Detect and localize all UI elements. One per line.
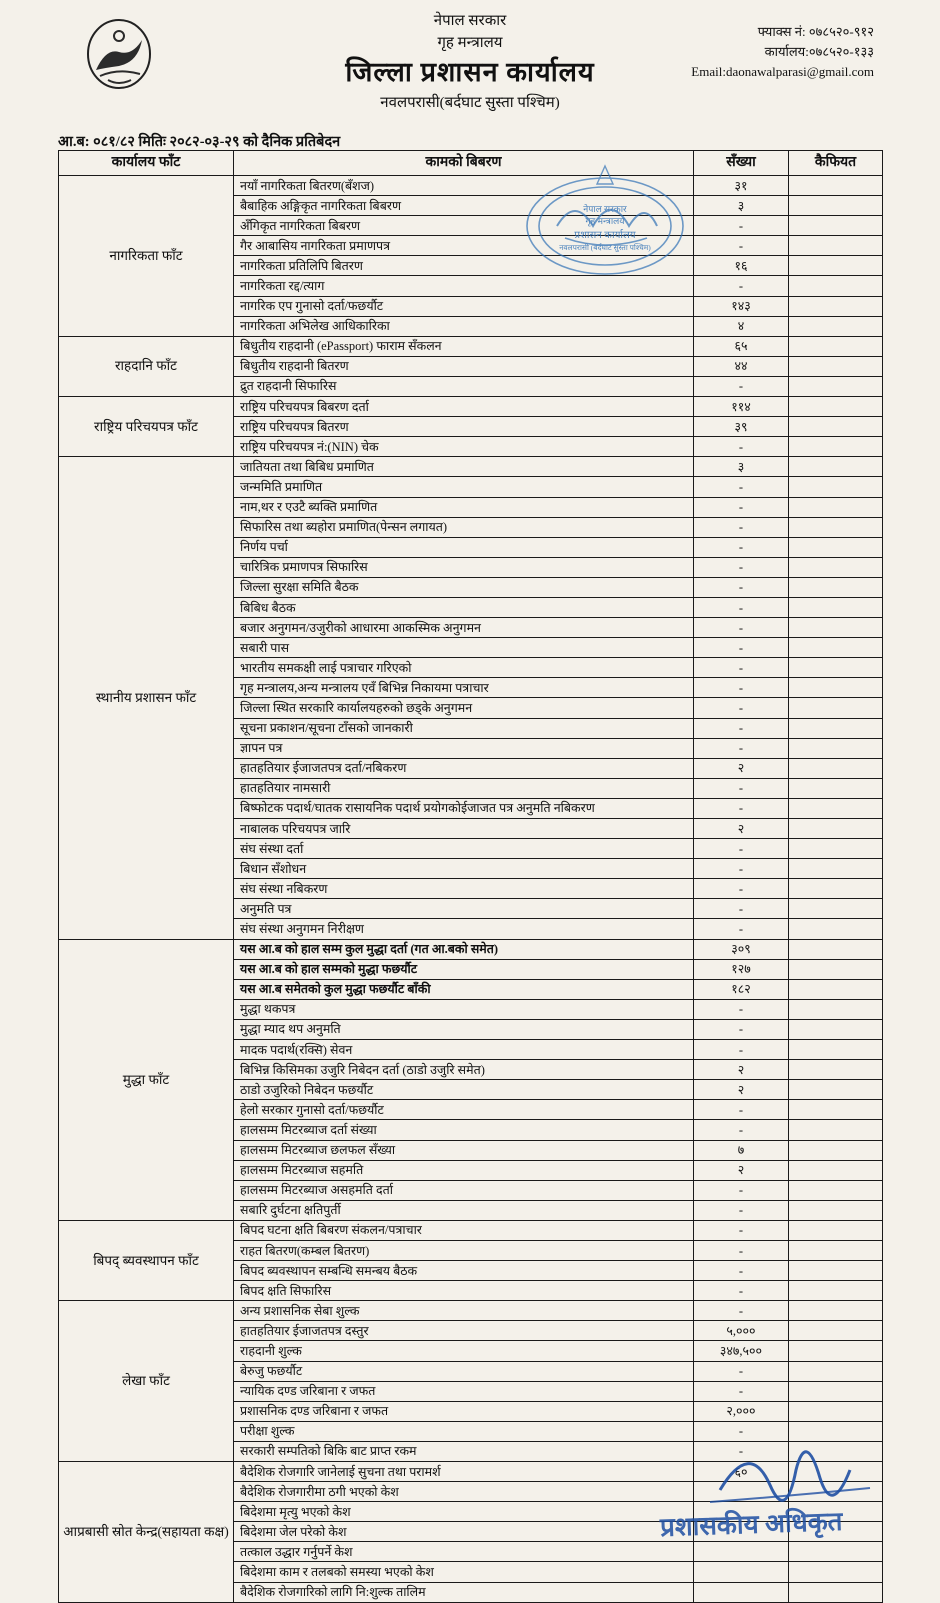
- row-count: १६: [694, 256, 789, 276]
- row-description: बैदेशिक रोजगारिको लागि नि:शुल्क तालिम: [234, 1582, 694, 1602]
- col-work-description: कामको बिबरण: [234, 151, 694, 176]
- col-office-section: कार्यालय फाँट: [59, 151, 234, 176]
- row-remark: [789, 638, 883, 658]
- row-remark: [789, 1301, 883, 1321]
- row-remark: [789, 1019, 883, 1039]
- row-count: -: [694, 899, 789, 919]
- row-remark: [789, 698, 883, 718]
- row-count: -: [694, 1441, 789, 1461]
- signature-designation: प्रशासकीय अधिकृत: [659, 1506, 843, 1543]
- row-description: बिदेशमा मृत्यु भएको केश: [234, 1502, 694, 1522]
- row-count: -: [694, 517, 789, 537]
- row-remark: [789, 1060, 883, 1080]
- row-count: २: [694, 1160, 789, 1180]
- row-description: अन्य प्रशासनिक सेबा शुल्क: [234, 1301, 694, 1321]
- row-description: गैर आबासिय नागरिकता प्रमाणपत्र: [234, 236, 694, 256]
- row-count: ५,०००: [694, 1321, 789, 1341]
- row-description: अनुमति पत्र: [234, 899, 694, 919]
- row-count: ३४७,५००: [694, 1341, 789, 1361]
- row-count: -: [694, 537, 789, 557]
- row-description: तत्काल उद्धार गर्नुपर्ने केश: [234, 1542, 694, 1562]
- row-remark: [789, 1462, 883, 1482]
- row-remark: [789, 1321, 883, 1341]
- row-remark: [789, 999, 883, 1019]
- row-count: -: [694, 1301, 789, 1321]
- row-description: बिभिन्न किसिमका उजुरि निबेदन दर्ता (ठाडो उजुरि समेत): [234, 1060, 694, 1080]
- row-count: -: [694, 1100, 789, 1120]
- section-label: नागरिकता फाँट: [59, 176, 234, 337]
- col-count: सँख्या: [694, 151, 789, 176]
- row-remark: [789, 1562, 883, 1582]
- row-description: राष्ट्रिय परिचयपत्र बिबरण दर्ता: [234, 397, 694, 417]
- row-remark: [789, 176, 883, 196]
- row-description: हेलो सरकार गुनासो दर्ता/फछर्यौट: [234, 1100, 694, 1120]
- svg-text:गृह मन्त्रालय: गृह मन्त्रालय: [585, 216, 625, 226]
- row-description: भारतीय समकक्षी लाई पत्राचार गरिएको: [234, 658, 694, 678]
- row-count: ३१: [694, 176, 789, 196]
- row-remark: [789, 1421, 883, 1441]
- row-count: ३९: [694, 417, 789, 437]
- row-remark: [789, 758, 883, 778]
- row-description: प्रशासनिक दण्ड जरिबाना र जफत: [234, 1401, 694, 1421]
- row-count: [694, 1542, 789, 1562]
- row-count: -: [694, 698, 789, 718]
- row-description: न्यायिक दण्ड जरिबाना र जफत: [234, 1381, 694, 1401]
- row-remark: [789, 477, 883, 497]
- table-row: [59, 457, 883, 477]
- row-remark: [789, 1180, 883, 1200]
- row-description: हालसम्म मिटरब्याज असहमति दर्ता: [234, 1180, 694, 1200]
- row-description: नागरिकता अभिलेख आधिकारिका: [234, 316, 694, 336]
- row-count: -: [694, 839, 789, 859]
- row-count: -: [694, 437, 789, 457]
- row-remark: [789, 798, 883, 818]
- row-remark: [789, 919, 883, 939]
- row-remark: [789, 1080, 883, 1100]
- row-remark: [789, 1261, 883, 1281]
- row-remark: [789, 296, 883, 316]
- row-description: हालसम्म मिटरब्याज दर्ता संख्या: [234, 1120, 694, 1140]
- table-row: [59, 1462, 883, 1482]
- row-count: १४३: [694, 296, 789, 316]
- row-remark: [789, 718, 883, 738]
- row-remark: [789, 1040, 883, 1060]
- row-remark: [789, 1482, 883, 1502]
- row-count: ३: [694, 196, 789, 216]
- row-remark: [789, 356, 883, 376]
- row-remark: [789, 1582, 883, 1602]
- table-body: [59, 176, 883, 1603]
- report-date-line: आ.ब: ०८१/८२ मितिः २०८२-०३-२९ को दैनिक प्रतिबेदन: [58, 134, 341, 150]
- row-remark: [789, 658, 883, 678]
- row-remark: [789, 1220, 883, 1240]
- row-remark: [789, 1381, 883, 1401]
- row-remark: [789, 276, 883, 296]
- row-remark: [789, 839, 883, 859]
- row-remark: [789, 437, 883, 457]
- row-count: -: [694, 497, 789, 517]
- row-remark: [789, 678, 883, 698]
- row-description: नयाँ नागरिकता बितरण(बँशज): [234, 176, 694, 196]
- row-remark: [789, 1200, 883, 1220]
- row-count: [694, 1482, 789, 1502]
- row-description: अँगिकृत नागरिकता बिबरण: [234, 216, 694, 236]
- table-header-row: [59, 151, 883, 176]
- row-description: बैबाहिक अङ्गिकृत नागरिकता बिबरण: [234, 196, 694, 216]
- row-count: -: [694, 718, 789, 738]
- row-remark: [789, 397, 883, 417]
- row-count: १८२: [694, 979, 789, 999]
- row-count: -: [694, 376, 789, 396]
- row-count: ४४: [694, 356, 789, 376]
- row-description: बिदेशमा जेल परेको केश: [234, 1522, 694, 1542]
- row-remark: [789, 1401, 883, 1421]
- row-count: -: [694, 1180, 789, 1200]
- row-description: संघ संस्था नबिकरण: [234, 879, 694, 899]
- row-count: [694, 1582, 789, 1602]
- row-description: हातहतियार ईजाजतपत्र दस्तुर: [234, 1321, 694, 1341]
- row-remark: [789, 256, 883, 276]
- row-description: राहदानी शुल्क: [234, 1341, 694, 1361]
- row-remark: [789, 899, 883, 919]
- section-label: स्थानीय प्रशासन फाँट: [59, 457, 234, 939]
- row-count: ६५: [694, 336, 789, 356]
- row-remark: [789, 618, 883, 638]
- row-description: मादक पदार्थ(रक्सि) सेवन: [234, 1040, 694, 1060]
- office-title: जिल्ला प्रशासन कार्यालय: [345, 57, 595, 87]
- row-count: -: [694, 919, 789, 939]
- row-count: -: [694, 1019, 789, 1039]
- phone-number: कार्यालय:०७८५२०-१३३: [764, 44, 874, 59]
- ministry-name: गृह मन्त्रालय: [437, 35, 503, 51]
- row-description: राहत बितरण(कम्बल बितरण): [234, 1240, 694, 1260]
- row-remark: [789, 1542, 883, 1562]
- row-description: जन्ममिति प्रमाणित: [234, 477, 694, 497]
- row-description: हालसम्म मिटरब्याज छलफल सँख्या: [234, 1140, 694, 1160]
- row-count: २: [694, 758, 789, 778]
- row-description: बेरुजु फछर्यौट: [234, 1361, 694, 1381]
- row-description: निर्णय पर्चा: [234, 537, 694, 557]
- row-description: सूचना प्रकाशन/सूचना टाँसको जानकारी: [234, 718, 694, 738]
- row-description: मुद्धा थकपत्र: [234, 999, 694, 1019]
- row-count: [694, 1562, 789, 1582]
- section-label: राष्ट्रिय परिचयपत्र फाँट: [59, 397, 234, 457]
- row-remark: [789, 1140, 883, 1160]
- row-count: -: [694, 618, 789, 638]
- row-remark: [789, 236, 883, 256]
- section-label: लेखा फाँट: [59, 1301, 234, 1462]
- row-count: -: [694, 1281, 789, 1301]
- table-row: [59, 1301, 883, 1321]
- row-remark: [789, 557, 883, 577]
- contact-block: [691, 22, 874, 82]
- row-count: -: [694, 276, 789, 296]
- row-description: द्रुत राहदानी सिफारिस: [234, 376, 694, 396]
- row-remark: [789, 1281, 883, 1301]
- row-count: -: [694, 798, 789, 818]
- row-description: यस आ.ब को हाल सम्म कुल मुद्धा दर्ता (गत आ.बको समेत): [234, 939, 694, 959]
- row-description: बिबिध बैठक: [234, 597, 694, 617]
- row-count: -: [694, 577, 789, 597]
- table-row: [59, 397, 883, 417]
- row-remark: [789, 316, 883, 336]
- row-description: बिष्फोटक पदार्थ/घातक रासायनिक पदार्थ प्रयोगकोईजाजत पत्र अनुमति नबिकरण: [234, 798, 694, 818]
- row-count: -: [694, 999, 789, 1019]
- row-description: बजार अनुगमन/उजुरीको आधारमा आकस्मिक अनुगमन: [234, 618, 694, 638]
- row-remark: [789, 537, 883, 557]
- row-count: २: [694, 1060, 789, 1080]
- row-description: जातियता तथा बिबिध प्रमाणित: [234, 457, 694, 477]
- row-count: ७: [694, 1140, 789, 1160]
- row-description: चारित्रिक प्रमाणपत्र सिफारिस: [234, 557, 694, 577]
- row-count: -: [694, 597, 789, 617]
- row-remark: [789, 216, 883, 236]
- row-description: नाबालक परिचयपत्र जारि: [234, 819, 694, 839]
- row-remark: [789, 959, 883, 979]
- row-description: हातहतियार ईजाजतपत्र दर्ता/नबिकरण: [234, 758, 694, 778]
- section-label: बिपद् ब्यवस्थापन फाँट: [59, 1220, 234, 1300]
- row-description: बिपद ब्यवस्थापन सम्बन्धि समन्बय बैठक: [234, 1261, 694, 1281]
- row-count: -: [694, 638, 789, 658]
- row-description: यस आ.ब को हाल सम्मको मुद्धा फछर्यौट: [234, 959, 694, 979]
- row-description: नाम,थर र एउटै ब्यक्ति प्रमाणित: [234, 497, 694, 517]
- table-row: [59, 336, 883, 356]
- row-count: -: [694, 216, 789, 236]
- row-count: २,०००: [694, 1401, 789, 1421]
- section-label: मुद्धा फाँट: [59, 939, 234, 1220]
- row-remark: [789, 1120, 883, 1140]
- row-count: ११४: [694, 397, 789, 417]
- row-remark: [789, 979, 883, 999]
- row-description: जिल्ला सुरक्षा समिति बैठक: [234, 577, 694, 597]
- row-description: बिधान सँशोधन: [234, 859, 694, 879]
- row-description: नागरिकता प्रतिलिपि बितरण: [234, 256, 694, 276]
- row-description: संघ संस्था दर्ता: [234, 839, 694, 859]
- row-remark: [789, 457, 883, 477]
- row-remark: [789, 597, 883, 617]
- row-description: बिपद घटना क्षति बिबरण संकलन/पत्राचार: [234, 1220, 694, 1240]
- row-count: -: [694, 678, 789, 698]
- row-description: सबारी पास: [234, 638, 694, 658]
- row-count: -: [694, 879, 789, 899]
- svg-text:नेपाल सरकार: नेपाल सरकार: [583, 204, 627, 214]
- row-count: -: [694, 1220, 789, 1240]
- row-remark: [789, 778, 883, 798]
- row-remark: [789, 517, 883, 537]
- row-count: -: [694, 778, 789, 798]
- svg-text:प्रशासन कार्यालय: प्रशासन कार्यालय: [574, 230, 636, 241]
- table-row: [59, 1220, 883, 1240]
- row-description: हालसम्म मिटरब्याज सहमति: [234, 1160, 694, 1180]
- row-description: हातहतियार नामसारी: [234, 778, 694, 798]
- row-remark: [789, 1100, 883, 1120]
- table-row: [59, 176, 883, 196]
- government-name: नेपाल सरकार: [433, 13, 507, 29]
- row-remark: [789, 1441, 883, 1461]
- row-count: -: [694, 1261, 789, 1281]
- row-count: -: [694, 1381, 789, 1401]
- row-count: -: [694, 1200, 789, 1220]
- row-remark: [789, 1160, 883, 1180]
- col-remarks: कैफियत: [789, 151, 883, 176]
- row-count: -: [694, 1040, 789, 1060]
- row-remark: [789, 497, 883, 517]
- section-label: आप्रबासी स्रोत केन्द्र(सहायता कक्ष): [59, 1462, 234, 1603]
- row-remark: [789, 879, 883, 899]
- row-description: नागरिकता रद्द/त्याग: [234, 276, 694, 296]
- table-row: [59, 939, 883, 959]
- row-description: बिधुतीय राहदानी (ePassport) फाराम सँकलन: [234, 336, 694, 356]
- row-count: -: [694, 1120, 789, 1140]
- svg-text:नवलपरासी (बर्दघाट सुस्ता पश्चि: नवलपरासी (बर्दघाट सुस्ता पश्चिम): [559, 243, 651, 252]
- row-remark: [789, 859, 883, 879]
- row-remark: [789, 376, 883, 396]
- row-count: ३०९: [694, 939, 789, 959]
- row-description: संघ संस्था अनुगमन निरीक्षण: [234, 919, 694, 939]
- email-address: Email:daonawalparasi@gmail.com: [691, 64, 874, 79]
- row-description: बैदेशिक रोजगारि जानेलाई सुचना तथा परामर्श: [234, 1462, 694, 1482]
- district-name: नवलपरासी(बर्दघाट सुस्ता पश्चिम): [380, 95, 560, 111]
- row-count: २: [694, 1080, 789, 1100]
- row-description: गृह मन्त्रालय,अन्य मन्त्रालय एवँ बिभिन्न निकायमा पत्राचार: [234, 678, 694, 698]
- row-count: २: [694, 819, 789, 839]
- row-description: राष्ट्रिय परिचयपत्र नं:(NIN) चेक: [234, 437, 694, 457]
- row-description: यस आ.ब समेतको कुल मुद्धा फछर्यौट बाँकी: [234, 979, 694, 999]
- row-remark: [789, 417, 883, 437]
- row-remark: [789, 196, 883, 216]
- section-label: राहदानि फाँट: [59, 336, 234, 396]
- row-description: बिधुतीय राहदानी बितरण: [234, 356, 694, 376]
- document-header: [0, 0, 940, 150]
- row-count: -: [694, 1240, 789, 1260]
- row-description: मुद्धा म्याद थप अनुमति: [234, 1019, 694, 1039]
- row-count: ४: [694, 316, 789, 336]
- row-description: बैदेशिक रोजगारीमा ठगी भएको केश: [234, 1482, 694, 1502]
- row-remark: [789, 738, 883, 758]
- row-count: -: [694, 859, 789, 879]
- row-description: सिफारिस तथा ब्यहोरा प्रमाणित(पेन्सन लगायत): [234, 517, 694, 537]
- daily-report-table: [58, 150, 883, 1603]
- row-count: ६०: [694, 1462, 789, 1482]
- row-description: ज्ञापन पत्र: [234, 738, 694, 758]
- row-count: -: [694, 477, 789, 497]
- row-count: -: [694, 1361, 789, 1381]
- row-count: -: [694, 1421, 789, 1441]
- row-description: बिदेशमा काम र तलबको समस्या भएको केश: [234, 1562, 694, 1582]
- row-description: राष्ट्रिय परिचयपत्र बितरण: [234, 417, 694, 437]
- row-count: १२७: [694, 959, 789, 979]
- row-description: सरकारी सम्पतिको बिकि बाट प्राप्त रकम: [234, 1441, 694, 1461]
- row-description: ठाडो उजुरिको निबेदन फछर्यौट: [234, 1080, 694, 1100]
- row-remark: [789, 577, 883, 597]
- row-remark: [789, 819, 883, 839]
- row-count: -: [694, 658, 789, 678]
- row-description: परीक्षा शुल्क: [234, 1421, 694, 1441]
- row-description: बिपद क्षति सिफारिस: [234, 1281, 694, 1301]
- row-description: जिल्ला स्थित सरकारि कार्यालयहरुको छड्के अनुगमन: [234, 698, 694, 718]
- row-description: नागरिक एप गुनासो दर्ता/फछर्यौट: [234, 296, 694, 316]
- fax-number: फ्याक्स नं: ०७८५२०-९१२: [757, 24, 874, 39]
- row-count: ३: [694, 457, 789, 477]
- row-description: सबारि दुर्घटना क्षतिपुर्ती: [234, 1200, 694, 1220]
- row-remark: [789, 1341, 883, 1361]
- row-remark: [789, 1361, 883, 1381]
- row-count: -: [694, 557, 789, 577]
- row-count: -: [694, 236, 789, 256]
- row-count: -: [694, 738, 789, 758]
- row-remark: [789, 1240, 883, 1260]
- row-remark: [789, 336, 883, 356]
- row-remark: [789, 939, 883, 959]
